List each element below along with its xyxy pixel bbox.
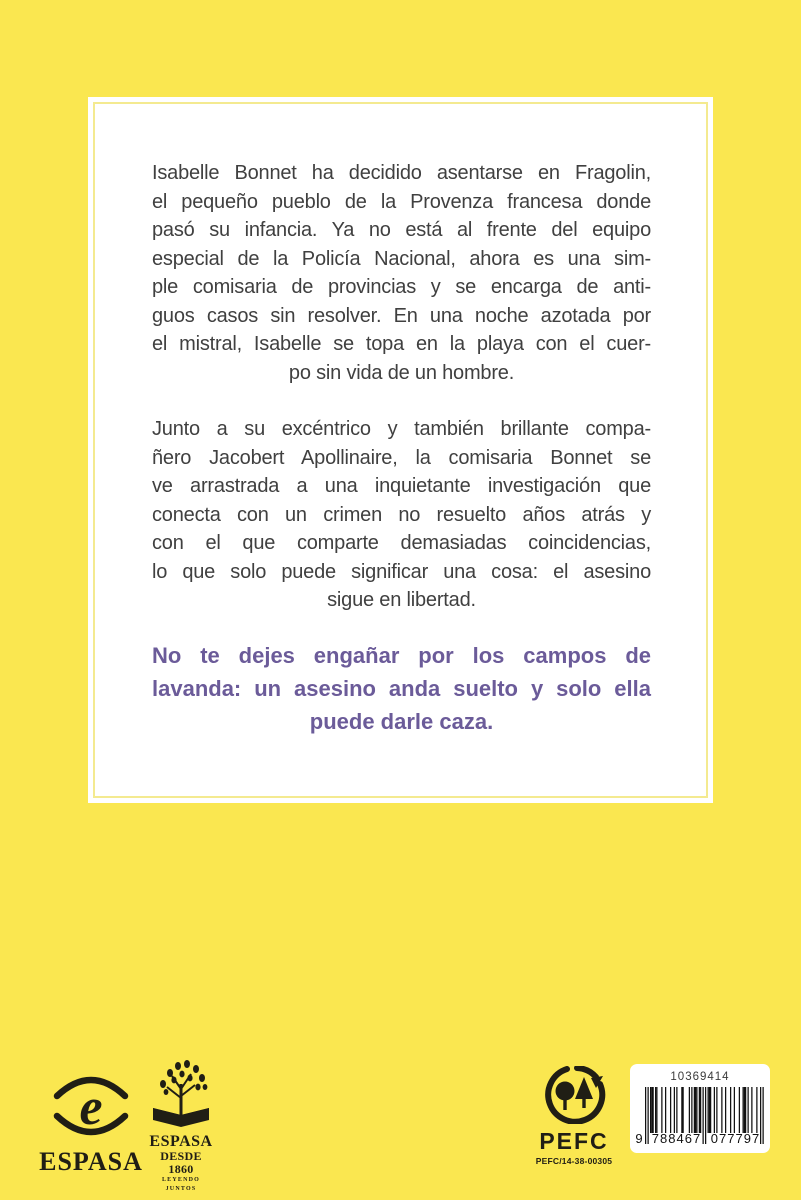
desde-1860-label: DESDE 1860 (160, 1149, 202, 1176)
espasa-wordmark: ESPASA (39, 1147, 143, 1176)
leyendo-juntos-label: LEYENDO JUNTOS (161, 1177, 201, 1192)
synopsis-paragraph-2 (152, 415, 651, 615)
espasa-eye-icon (45, 1072, 137, 1140)
synopsis-line: Isabelle Bonnet ha decidido asentarse en Fragolin, (152, 162, 651, 184)
synopsis-line: el mistral, Isabelle se topa en la playa con el cuer- (152, 333, 651, 355)
isbn-digit-group2: 077797 (710, 1131, 761, 1146)
espasa-1860-wordmark: ESPASA (149, 1133, 213, 1150)
pefc-logo (530, 1066, 618, 1166)
pefc-trees-icon (541, 1066, 607, 1124)
barcode (630, 1064, 770, 1153)
pefc-wordmark: PEFC (539, 1128, 609, 1154)
synopsis-line: ve arrastrada a una inquietante investigación que (152, 475, 651, 497)
pefc-cert-number: PEFC/14-38-00305 (535, 1156, 613, 1166)
synopsis-line: sigue en libertad. (327, 589, 476, 611)
synopsis-line: el pequeño pueblo de la Provenza francesa donde (152, 190, 651, 213)
tagline-paragraph (152, 639, 651, 738)
isbn-digit-first: 9 (635, 1131, 643, 1146)
isbn-digit-group1: 788467 (651, 1131, 702, 1146)
barcode-top-number: 10369414 (670, 1071, 730, 1083)
espasa-desde-1860-logo (148, 1060, 214, 1194)
synopsis-panel (88, 97, 713, 803)
svg-text:e: e (79, 1079, 103, 1136)
tagline-line: No te dejes engañar por los campos de (152, 642, 651, 668)
synopsis-line: conecta con un crimen no resuelto años atrás y (152, 503, 651, 526)
espasa-logo (38, 1072, 144, 1177)
synopsis-paragraph-1 (152, 159, 651, 387)
tree-book-icon (149, 1060, 213, 1128)
synopsis-line: pasó su infancia. Ya no está al frente del equipo (152, 219, 651, 241)
tagline-line: puede darle caza. (309, 708, 494, 734)
synopsis-line: guos casos sin resolver. En una noche azotada por (152, 304, 651, 327)
synopsis-line: especial de la Policía Nacional, ahora es una sim- (152, 247, 651, 270)
synopsis-line: po sin vida de un hombre. (288, 361, 515, 384)
tagline-line: lavanda: un asesino anda suelto y solo ella (152, 675, 651, 701)
synopsis-line: ple comisaria de provincias y se encarga de anti- (152, 276, 651, 298)
synopsis-line: ñero Jacobert Apollinaire, la comisaria Bonnet se (152, 446, 651, 469)
synopsis-line: Junto a su excéntrico y también brillante compa- (152, 418, 651, 440)
synopsis-line: lo que solo puede significar una cosa: el asesino (152, 560, 651, 583)
synopsis-line: con el que comparte demasiadas coincidencias, (152, 532, 651, 554)
